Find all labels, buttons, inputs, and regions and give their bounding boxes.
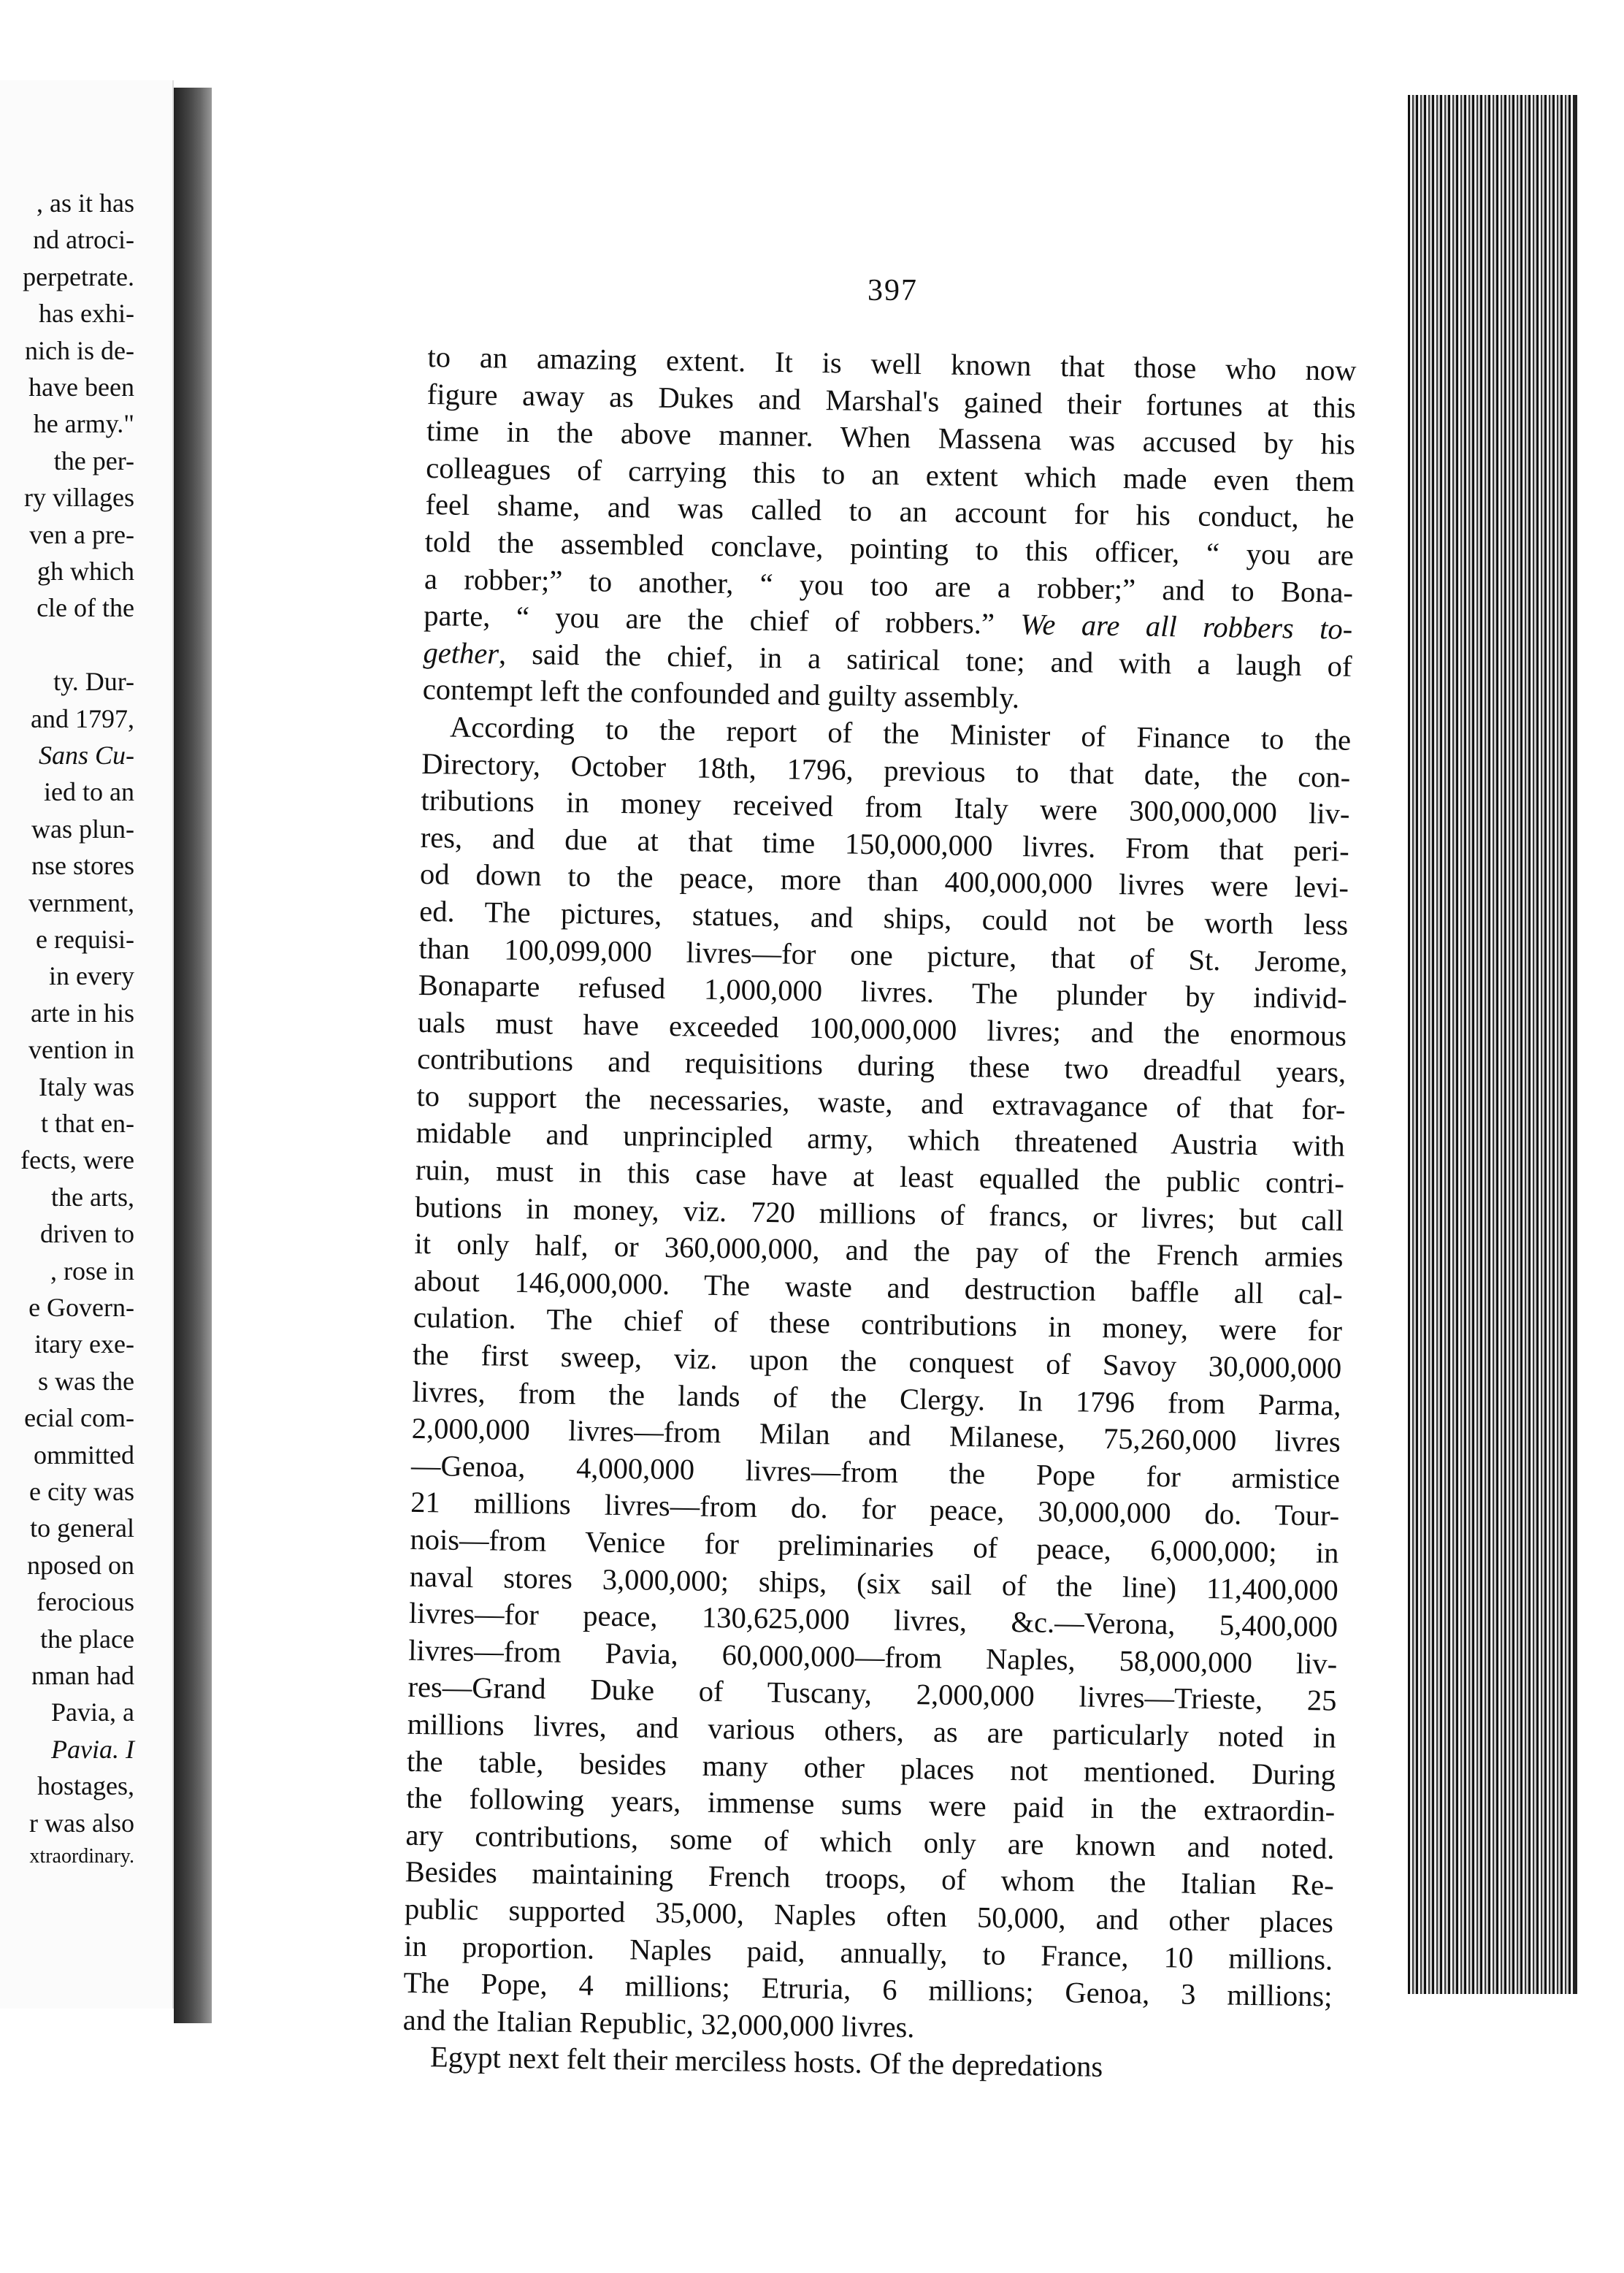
text-line: od down to the peace, more than 400,000,000 livres were levi-: [419, 857, 1349, 905]
text-line: Bonaparte refused 1,000,000 livres. The plunder by individ-: [418, 968, 1348, 1015]
facing-page-line: ecial com-: [24, 1403, 134, 1433]
facing-page-line: e Govern-: [28, 1293, 134, 1322]
facing-page-line: s was the: [38, 1366, 134, 1396]
facing-page-line: driven to: [40, 1219, 134, 1249]
facing-page-line: r was also: [29, 1808, 134, 1838]
facing-page-line: e requisi-: [36, 925, 134, 954]
text-line: ary contributions, some of which only are known and noted.: [405, 1818, 1335, 1865]
facing-page-line: vention in: [28, 1035, 134, 1065]
facing-page-line: nich is de-: [25, 335, 134, 365]
facing-page-line: and 1797,: [31, 703, 134, 733]
text-line: —Genoa, 4,000,000 livres—from the Pope for armistice: [410, 1448, 1341, 1496]
text-line: to an amazing extent. It is well known that those who now: [427, 340, 1357, 387]
book-gutter: [174, 88, 212, 2023]
text-line: about 146,000,000. The waste and destruction baffle all cal-: [413, 1264, 1344, 1311]
facing-page-line: ommitted: [34, 1440, 134, 1470]
text-line: and the Italian Republic, 32,000,000 livres.: [402, 2003, 915, 2044]
text-line-roman: parte, “ you are the chief of robbers.”: [424, 599, 1021, 641]
facing-page-line: Pavia, a: [51, 1697, 134, 1727]
text-line: uals must have exceeded 100,000,000 livres; and the enormous: [417, 1005, 1347, 1053]
text-line: contributions and requisitions during these two dreadful years,: [417, 1042, 1347, 1090]
facing-page-line: t that en-: [41, 1109, 134, 1138]
text-line: a robber;” to another, “ you too are a robber;” and to Bona-: [424, 562, 1354, 609]
text-line: Besides maintaining French troops, of whom the Italian Re-: [405, 1855, 1335, 1902]
facing-page-line: ied to an: [44, 777, 134, 807]
text-line: ed. The pictures, statues, and ships, could not be worth less: [419, 894, 1349, 941]
facing-page-line: ven a pre-: [29, 519, 134, 549]
facing-page-line: ty. Dur-: [53, 667, 134, 697]
facing-page-line: ry villages: [24, 483, 134, 513]
text-line: The Pope, 4 millions; Etruria, 6 millions; Genoa, 3 millions;: [403, 1966, 1333, 2013]
text-line: millions livres, and various others, as are particularly noted in: [407, 1707, 1337, 1754]
page-body-text: [402, 339, 1357, 2090]
text-line: contempt left the confounded and guilty assembly.: [422, 673, 1020, 715]
facing-page-line: hostages,: [37, 1771, 134, 1801]
text-line: livres—from Pavia, 60,000,000—from Naples, 58,000,000 liv-: [408, 1633, 1338, 1681]
text-line-roman: , said the chief, in a satirical tone; and with a laugh of: [498, 637, 1352, 683]
text-line: res—Grand Duke of Tuscany, 2,000,000 livres—Trieste, 25: [407, 1670, 1337, 1718]
text-line: tributions in money received from Italy were 300,000,000 liv-: [421, 784, 1350, 830]
facing-page-line: nposed on: [27, 1550, 134, 1580]
text-line: the following years, immense sums were paid in the extraordin-: [406, 1781, 1336, 1828]
facing-page-fragment: [0, 80, 174, 2009]
facing-page-line: ferocious: [37, 1587, 134, 1617]
text-line: 21 millions livres—from do. for peace, 30,000,000 do. Tour-: [410, 1486, 1340, 1533]
facing-page-line: have been: [28, 373, 134, 402]
facing-page-line: cle of the: [37, 593, 134, 623]
text-line: it only half, or 360,000,000, and the pay of the French armies: [414, 1227, 1344, 1274]
text-line: Egypt next felt their merciless hosts. Of the depredations: [429, 2040, 1103, 2084]
text-line: nois—from Venice for preliminaries of peace, 6,000,000; in: [410, 1522, 1339, 1570]
text-line: livres—for peace, 130,625,000 livres, &c.—Verona, 5,400,000: [408, 1596, 1338, 1643]
text-line-italic: gether: [423, 635, 499, 671]
facing-page-line: arte in his: [31, 998, 134, 1028]
facing-page-line: was plun-: [31, 814, 134, 844]
facing-page-line: Sans Cu-: [38, 741, 134, 770]
facing-page-line: Pavia. I: [51, 1734, 134, 1764]
facing-page-line: the arts,: [51, 1182, 134, 1212]
text-line: colleagues of carrying this to an extent which made even them: [426, 451, 1355, 498]
text-line: the first sweep, viz. upon the conquest of Savoy 30,000,000: [413, 1337, 1342, 1385]
facing-page-line: he army.": [33, 409, 134, 439]
text-line: to support the necessaries, waste, and extravagance of that for-: [416, 1079, 1346, 1126]
facing-page-line: , rose in: [50, 1256, 134, 1286]
text-line: in proportion. Naples paid, annually, to France, 10 millions.: [404, 1929, 1333, 1976]
text-line: butions in money, viz. 720 millions of francs, or livres; but call: [415, 1190, 1344, 1237]
text-line: livres, from the lands of the Clergy. In 1796 from Parma,: [412, 1375, 1341, 1422]
facing-page-line: has exhi-: [39, 299, 134, 329]
facing-page-line: nman had: [31, 1661, 134, 1690]
book-fore-edge: [1408, 95, 1577, 1994]
text-line: naval stores 3,000,000; ships, (six sail of the line) 11,400,000: [409, 1559, 1339, 1607]
book-page: [212, 82, 1409, 2084]
facing-page-line: perpetrate.: [23, 261, 134, 291]
page-number: 397: [867, 274, 918, 307]
text-line-italic: We are all robbers to-: [1020, 608, 1353, 646]
facing-page-line: Italy was: [39, 1071, 134, 1101]
facing-page-line: nd atroci-: [33, 225, 134, 255]
facing-page-line: to general: [30, 1513, 134, 1543]
text-line: Directory, October 18th, 1796, previous to that date, the con-: [421, 746, 1351, 794]
text-line: 2,000,000 livres—from Milan and Milanese, 75,260,000 livres: [411, 1412, 1341, 1459]
facing-page-line: vernment,: [28, 887, 134, 917]
facing-page-line: the place: [40, 1624, 134, 1654]
text-line: told the assembled conclave, pointing to this officer, “ you are: [424, 524, 1355, 572]
facing-page-line: gh which: [37, 557, 134, 586]
text-line: culation. The chief of these contributions in money, were for: [413, 1301, 1343, 1348]
text-line: According to the report of the Minister of Finance to the: [449, 710, 1352, 757]
text-line: than 100,099,000 livres—for one picture, that of St. Jerome,: [418, 931, 1348, 979]
facing-page-line: itary exe-: [34, 1329, 134, 1359]
text-line: feel shame, and was called to an account for his conduct, he: [425, 488, 1355, 535]
facing-page-line: fects, were: [20, 1145, 134, 1175]
text-line: midable and unprincipled army, which threatened Austria with: [415, 1116, 1346, 1164]
facing-page-line: the per-: [53, 446, 134, 475]
text-line: the table, besides many other places not mentioned. During: [406, 1744, 1336, 1792]
facing-page-line: , as it has: [37, 188, 134, 218]
facing-page-line: e city was: [29, 1477, 134, 1506]
text-line: time in the above manner. When Massena was accused by his: [426, 414, 1356, 462]
text-line: ruin, must in this case have at least equalled the public contri-: [415, 1153, 1345, 1200]
facing-page-line: nse stores: [31, 851, 134, 881]
text-line: figure away as Dukes and Marshal's gained their fortunes at this: [426, 377, 1357, 424]
facing-page-line: in every: [49, 961, 134, 991]
text-line: public supported 35,000, Naples often 50,000, and other places: [404, 1892, 1334, 1939]
facing-page-line: xtraordinary.: [29, 1845, 134, 1868]
text-line: res, and due at that time 150,000,000 livres. From that peri-: [420, 820, 1350, 868]
